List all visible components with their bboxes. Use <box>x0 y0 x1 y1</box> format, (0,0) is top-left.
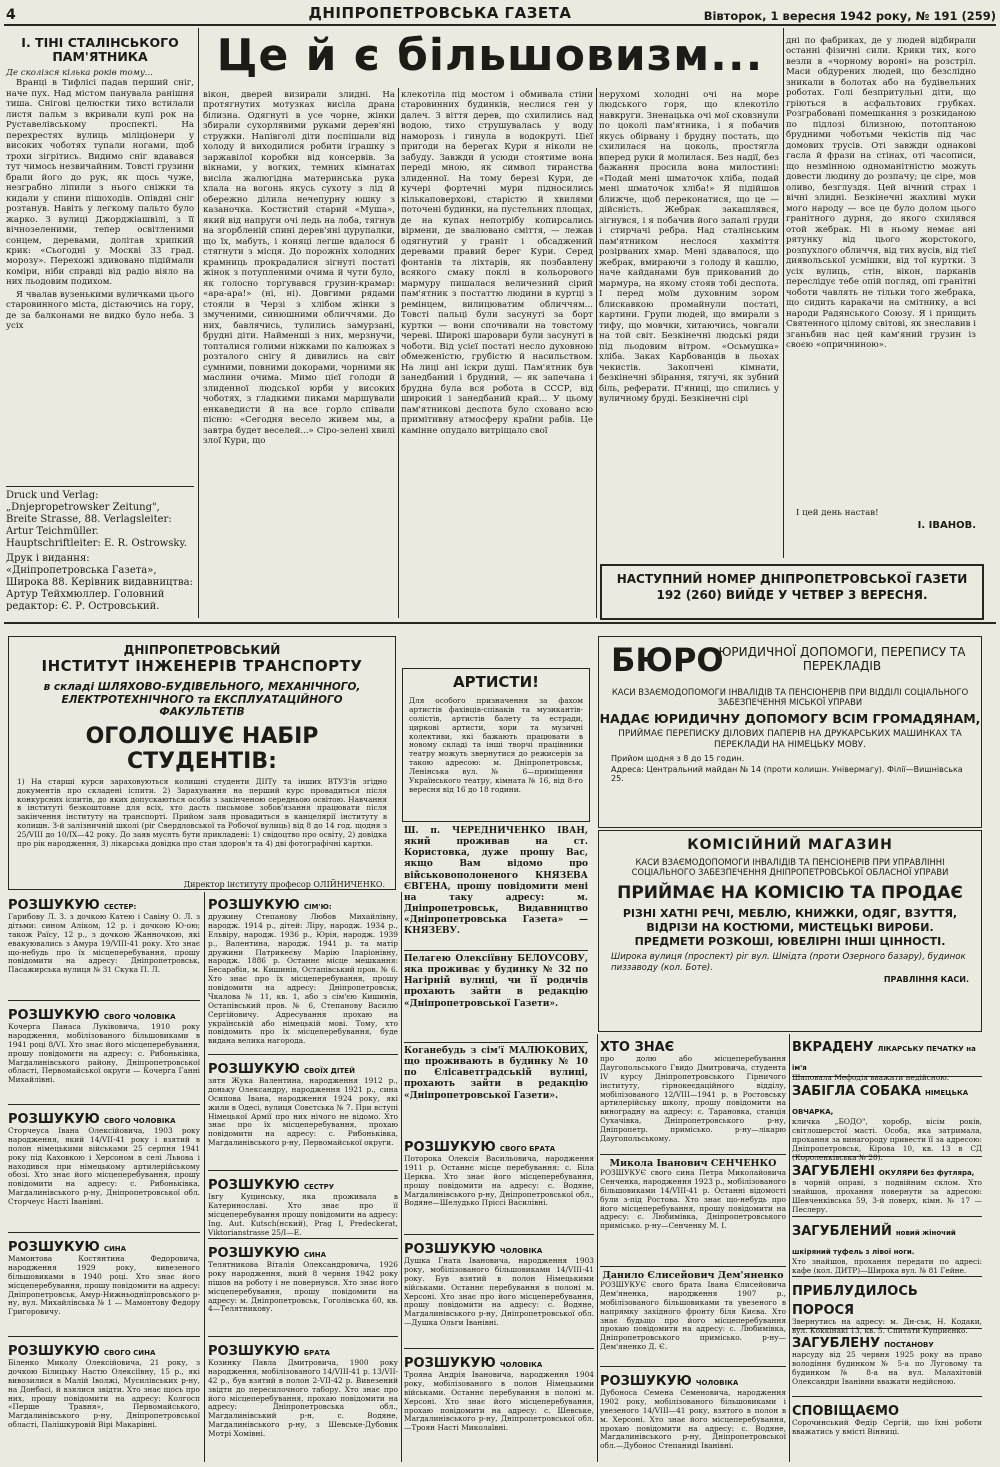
issue-date: Вівторок, 1 вересня 1942 року, № 191 (259) <box>703 9 996 23</box>
malyukov-ad: Коганебудь з сім'ї МАЛЮКОВИХ, що проживають в будинку № 10 по Єлісаветградській вулиці, прохають зайти в редакцію «Дніпропетровської Газети». <box>404 1046 588 1101</box>
bureau-subtitle: ЮРИДИЧНОЇ ДОПОМОГИ, ПЕРЕПИСУ ТА ПЕРЕКЛАДІВ <box>718 645 966 674</box>
imprint-german: Druck und Verlag: „Dnjepropetrowsker Zeitung", Breite Strasse, 88. Verlagsleiter: Artur Teichmüller. Hauptschriftleiter: E. R. Ostrowsky. <box>6 490 187 549</box>
search-ad: Данило Єлисейович Дем'яненко РОЗШУКУЄ свого брата Івана Єлисейовича Дем'яненка, народження 1907 р., мобілізованого більшовиками та увезеного в напрямку західного фронту біля Києва. Хто знає будьщо про його місцеперебування прохаю повідомити на адресу: с. Любимівка, Дніпропетровського примісько. р-ну—Дем'яненко Д. Є. <box>600 1270 786 1367</box>
lost-shoe-ad: ЗАГУБЛЕНИЙ новий жіночий шкіряний туфель з лівої ноги. Хто знайшов, прохання передати по адресі: кафе (кол. ДИТР)—Широка вул. № 81 Гейне. <box>792 1220 982 1277</box>
stray-piglet-ad: ПРИБЛУДИЛОСЬ ПОРОСЯ Звернутись на адресу: м. Дн-ськ, Н. Кодаки, вул. Коккінакі 13, кв. 5. Спитати Куприєнко. <box>792 1280 982 1329</box>
search-ad: РОЗШУКУЮ СВОГО ЧОЛОВІКА Сторчеуса Івана Олексійовича, 1903 року народження, який 14/VII-41 року і взятий в полон німецькими військами 25 серпня 1941 року під Каховкою і Херсоном в селі Львова і находився при німецькому артилерійському обозі. Хто знає його місцеперебування, прошу повідомити на адресу: с. Рибоньківка, Магдалинівського р-ну, Дніпропетровської обл. Сторчеус Насті Іванівні. <box>8 1108 200 1233</box>
search-ad: Микола Іванович СЕНЧЕНКО РОЗШУКУЄ свого сина Петра Миколайовича Сенченка, народження 1923 р., мобілізованого більшовиками 14/VIII-41 р. Останні відомості були з-під Ростова. Хто знає що-небудь про його місцеперебування, прошу повідомити на адресу: с. Любимівка, Дніпропетровського примісько. р-ну—Сенченку М. І. <box>600 1158 786 1267</box>
ad-rule <box>404 1042 588 1043</box>
column-rule <box>597 1034 598 1462</box>
section-rule <box>4 622 996 624</box>
article1-title: І. ТІНІ СТАЛІНСЬКОГО ПАМ'ЯТНИКА <box>21 35 179 65</box>
main-article-title: Це й є більшовизм... <box>216 30 764 81</box>
search-ad: РОЗШУКУЮ СЕСТЕР: Гарибову Л. З. з дочкою Катею і Савіну О. Л. з дітьми: сином Аліком, 12 р. і дочкою Ю-ою; також Раїсу, 12 р., з дочкою Жанночкою, які евакуювались з Амура 19/VIII-41 року. Хто знає що-небудь про їх місцеперебування, прошу повідомити на адресу: Дніпропетровськ, Пасажирська вулиця № 31 Скука П. Л. <box>8 894 200 1001</box>
main-article-col-2: клекотіла під мостом і обмивала стіни старовинних будинків, неслися ген у далеч. З віття дерев, що схилились над водою, тихо струшувалась у воду наморозь і гинула в водокруті. Цієї пригоди на берегах Кури я ніколи не забуду. Завжди й усюди стоятиме вона переді мною, як символ тиранства злиденної. На тому березі Кури, де кучері фортечні мури підносились кількаповерхові, старістю й хвилями поточені будинки, на пустельних площах, де на купах непотрібу копирсались вірмени, де звалювано сміття, — лежав одягнутий у граніт і обсаджений деревами правий берег Кури. Серед фонтанів та ліхтарів, як позбавлену всякого смаку поклі в кольорового мармуру пишалася величезний сірий пам'ятник з постаттю людини в куртці з ремінцем, вилицюватим обличчям... Товсті пальці були засунуті за борт куртки — вони спочивали на товстому череві. Широкі шаровари були засунуті в чоботи. Від усієї постаті несло духовною обмеженістю, грубістю й насильством. На лиці ані іскри душі. Пам'ятник був занедбаний і брудний, — як запечана і брудна була вся робота в СССР, від широкий і занедбаний край... У цьому пам'ятникові деспота було сховано всю примітивну атмосферу країни рабів. Це камінне опудало витріщало свої <box>401 90 593 436</box>
main-article-signature: І. ІВАНОВ. <box>917 520 976 532</box>
search-ad: РОЗШУКУЮ СВОЇХ ДІТЕЙ зятя Жука Валентина, народження 1912 р., доньку Олександру, народження 1921 р., сина Осипова Івана, народження 1924 року, які жили в Одесі, вулиця Совєтська № 7. При вступі Німецької Армії про них нічого не відомо. Хто знає про їх місцеперебування, прохаю повідомити на адресу: с. Рибоньківка, Магдалинівського р-ну, Первомайської округи. <box>208 1058 398 1171</box>
search-ad: РОЗШУКУЮ СИНА Телятникова Віталія Олександровича, 1926 року народження, який 8 червня 1942 року пішов на роботу і не повернувся. Хто знає його місцеперебування, прошу повідомити на адресу: м. Дніпропетровськ, Гоголівська 60, кв. 4—Телятникову. <box>208 1242 398 1337</box>
lost-stamp-ad: ВКРАДЕНУ ЛІКАРСЬКУ ПЕЧАТКУ на ім'я Шаповала Мефодія вважати недійсною. <box>792 1036 982 1077</box>
artists-ad: АРТИСТИ! Для особого призначення за фахом артистів фахівців-співаків та музикантів-солістів, артистів балету та естради, циркові артисти, хори та музичні колективи, які бажають працювати в новому складі та інші творчі працівники театру можуть звернутися до режисерів за такою адресою: м. Дніпропетровськ, Ленінська вул. № 6—приміщення Українського театру, кімната № 16, від 8-го вересня від 16 до 18 години. <box>402 668 590 822</box>
search-ad: РОЗШУКУЮ СВОГО СИНА Біленко Миколу Олексійовича, 21 року, з дочкою Білицьку Настю Олексіївну, 15 р., які вивозилися в Малій Іволжі, Мусилівських р-ну, на Донбасі, й взялися звідти. Хто знає щось про них, прошу повідомити на адресу: Колгосп «Перше Травня», Первомайського, Магдалинівського р-ну, Дніпропетровської області, Палішкуровій Вірі Макарівні. <box>8 1344 200 1430</box>
search-ad: РОЗШУКУЮ ЧОЛОВІКА Душка Гната Івановича, народження 1903 року, мобілізованого більшовиками 14/VIII-41 року. Був взятий в полон Німецькими військами. Останнє перебування в полоні м. Херсоні. Хто знає про його місцеперебування, прошу повідомити на адресу: с. Водяне, Магдалинівського р-ну, Дніпропетровської обл.—Душка Ольги Іванівні. <box>404 1238 594 1349</box>
notice-ad: СПОВІЩАЄМО Сорочинський Федір Сергій, що їхні роботи вважатись у вмісті Вінниці. <box>792 1404 982 1436</box>
column-rule <box>789 1034 790 1462</box>
column-rule <box>596 88 597 618</box>
search-ad: РОЗШУКУЮ БРАТА Козинку Павла Дмитровича, 1900 року народження, мобілізованого 14/VIII-41 р. 13/VII-42 р., був взятий в полон 2-VII-42 р. Вивезений звідти до пересилочного табору. Хто знає про його місцеперебування, прохаю повідомити на адресу: Дніпропетровська обл., Магдалинівський р-н, с. Водяне, Магдалинівського р-ну, з Шевське-Дубовик Мотрі Хомівні. <box>208 1344 398 1438</box>
search-ad: ХТО ЗНАЄ про долю або місцеперебування Даугопольського Гвидо Дмитровича, студента IV курсу Дніпропетровського Гірничого інституту, гірнокеєдаційного відділу, мобілізованого 12/VIII—1941 р. в Ростовську артилерійську школу, прошу повідомити на виноградну на адресу: с. Тарановка, станція Сухачівка, Дніпропетровського р-ну, Дніпропетр. примісько. р-ну—лікарю Даугопольському. <box>600 1036 786 1155</box>
article1-paragraph-1: Вранці в Тифлісі падав перший сніг, наче пух. Над містом панувала ранішня тиша. Снігові целюстки тихо встилали листя пальм з вкривали купі рок на Руставелівському проспекті. На перехрестях вулиць міліціонери у високих чоботях тупали ногами, щоб трохи зігрітись. Видимо сніг вдавався тут чимось незвичайним. Товсті грузини брали його до рук, як щось чуже, незграбно ліпили з нього сніжки та кидали у спини пішоходів. Опівдні сніг розтанув. Навіть у легкому пальто було жарко. З вулиці Джорджіашвілі, з її вічнозеленими, тепер освітленими сонцем, деревами, долітав хрипкий крик: «Сьогодні у Москві 33 град. морозу». Перехожі здивовано підіймали коміри, ніби справді від радіо віяло на них льодовим подихом. <box>6 78 194 288</box>
search-ads-col-1 <box>8 894 200 1462</box>
search-ads-col-4 <box>600 1036 786 1462</box>
search-ad: РОЗШУКУЮ ЧОЛОВІКА Дубоноса Семена Семеновича, народження 1902 року, мобілізованого більшовиками і увезеного 14/VIII—41 року, взятого в полон в м. Херсоні. Хто знає його місцеперебування, прохаю повідомити на адресу: с. Водяне, Магдалинівського р-ну, Дніпропетровської обл.—Дубонос Степаниді Іванівні. <box>600 1374 786 1451</box>
search-ad: РОЗШУКУЮ СІМ'Ю: дружину Степанову Любов Михайлівну, народж. 1914 р., дітей: Ліру, народж. 1934 р., Ельвіру, народж. 1936 р., Юрія, народж. 1939 р., Валентина, народж. 1941 р. та матір дружини Патрикеєву Марію Іларіонівну, народж. 1886 р. Останнє місце мешкання: Бесарабія, м. Кишинів, Остапівський пров. № 6. Хто знає про їх місцеперебування, прошу повідомити на адресу: Дніпропетровськ, Чкалова № 11, кв. 1, або з сім'єю Кишинів, Остапівський пров. № 6, Степанову Василю Сергійовичу. Адресування прохаю на українській або німецькій мові. Тому, хто повідомить про їх місцеперебування, буде видана велика нагорода. <box>208 894 398 1055</box>
article1-epigraph: Де сколізся кілька років тому... <box>6 67 154 78</box>
commission-shop-ad: КОМІСІЙНИЙ МАГАЗИН КАСИ ВЗАЄМОДОПОМОГИ ІНВАЛІДІВ ТА ПЕНСІОНЕРІВ ПРИ УПРАВЛІННІ СОЦІАЛЬНОГО ЗАБЕЗПЕЧЕННЯ ДНІПРОПЕТРОВСЬКОЇ ОБЛАСНОЇ УПРАВИ ПРИЙМАЄ НА КОМІСІЮ ТА ПРОДАЄ РІЗНІ ХАТНІ РЕЧІ, МЕБЛЮ, КНИЖКИ, ОДЯГ, ВЗУТТЯ, ВІДРІЗИ НА КОСТЮМИ, МИСТЕЦЬКІ ВИРОБИ. ПРЕДМЕТИ РОЗКОШІ, ЮВЕЛІРНІ ІНШІ ЦІННОСТІ. Широка вулиця (проспект) ріг вул. Шмідта (проти Озерного базару), будинок пиззаводу (кол. Боте). ПРАВЛІННЯ КАСИ. <box>598 830 982 1032</box>
search-ad: РОЗШУКУЮ СЕСТРУ Івгу Куцинську, яка проживала в Катеринославі. Хто знає про її місцеперебування прошу повідомити на адресу: Ing. Aut. Kutsch(нский), Prag I, Predeckerat, Viktorianstrasse 25/I—E. <box>208 1174 398 1239</box>
search-ad: РОЗШУКУЮ ЧОЛОВІКА Трояна Андрія Івановича, народження 1904 року, мобілізованого в полон Німецькими військами. Останнє перебування в полоні м. Херсоні. Хто знає його місцеперебування, прохаю повідомити на адресу: с. Шевське, Магдалинівського р-ну, Дніпропетровської обл.—Троян Насті Миколаївні. <box>404 1356 594 1433</box>
column-rule <box>204 892 205 1462</box>
next-issue-notice: НАСТУПНИЙ НОМЕР ДНІПРОПЕТРОВСЬКОЇ ГАЗЕТИ 192 (260) ВИЙДЕ У ЧЕТВЕР 3 ВЕРЕСНЯ. <box>600 564 984 620</box>
column-rule <box>198 28 199 618</box>
main-article-col-3: нерухомі холодні очі на море людського горя, що клекотіло навкруги. Зненацька очі мої сковзнули по цоколі пам'ятника, і я побачив якусь обірвану і брудну постать, що схилилася на цоколь, простягла вперед руки й молилася. Без надії, без бажання просила вона милостині: «Подай мені шматочок хліба, подай мені шматочок хліба!» Я підійшов ближче, щоб переконатися, що це — дійсність. Жебрак закашлявся, зігнувся, і я побачив його запалі груди і стирчачі ребра. Над сталінським пам'ятником неслося хахміття розірваних хмар. Мені здавалося, що жебрак, вмираючи з голоду й кашлю, наче кайданами був прикований до мармура, на якому стояв тобі деспота. І перед моїм духовним зором блискавкою промайнули постаті, картини. Групи людей, що вмирали з тифу, що мовчки, хитаючись, човгали на той світ. Безкінечні людські ряди під льодовим вітром. «Осьмушка» хліба. Заках Карбованців в льохах чекистів. Закопчені кімнати, безкінечні збірання, тягучі, як зубний біль, реферати. П'яниці, що спились у вуличному бруді. Безкінечні сірі <box>599 90 779 405</box>
imprint <box>6 486 194 617</box>
page-number: 4 <box>6 7 16 23</box>
lost-decree-ad: ЗАГУБЛЕНУ ПОСТАНОВУ нарсуду від 25 червня 1925 року на право володіння будинком № 5-а по Луговому та будинком № 8-а на вул. Малахітовій Олександри Іванівни вважати недійсною. <box>792 1332 982 1397</box>
bureau-title: БЮРО <box>611 641 724 679</box>
masthead-rule <box>4 24 996 26</box>
search-ad: РОЗШУКУЮ СВОГО ЧОЛОВІКА Кочерга Панаса Луківовича, 1910 року народження, мобілізованого більшовиками в 1941 році 8/VI. Хто знає його місцеперебування, прошу повідомити на адресу: с. Рибоньківка, Магдалинівського району, Дніпропетровської області, Первомайської округи — Кочерга Ганні Михайлівні. <box>8 1004 200 1105</box>
lost-glasses-ad: ЗАГУБЛЕНІ ОКУЛЯРИ без футляра, в чорній оправі, з подвійним склом. Хто знайшов, прохання повернути за адресою: Шевченківська 59, 3-й поверх, кімн. № 17 — Песлеру. <box>792 1160 982 1217</box>
ad-rule <box>404 950 588 951</box>
search-ad: РОЗШУКУЮ СВОГО БРАТА Поторока Олексія Васильовича, народження 1911 р. Останнє місце перебування: с. Біла Церква. Хто знає його місцеперебування, прошу повідомити на адресу: с. Водяне, Магдалинівського р-ну, Дніпропетровської обл., Водяне—Шелудько Пріссі Василівні. <box>404 1136 594 1235</box>
small-ads-col-5 <box>792 1036 982 1462</box>
cherednichenko-ad: Ш. п. ЧЕРЕДНИЧЕНКО ІВАН, який проживав на ст. Користовка, дуже прошу Вас, якщо Вам відомо про військовополоненого КНЯЗЕВА ЄВГЕНА, прошу повідомити мені на таку адресу: м. Дніпропетровськ, Видавництво «Дніпропетровська Газета» — КНЯЗЕВУ. <box>404 826 588 937</box>
main-article-col-4: дні по фабриках, де у людей відбирали останні фізичні сили. Крики тих, кого везли в «чорному вороні» на розстріл. Маси обдурених людей, що безслідно зникали в болотах або на будівельних роботах. Голі безпритульні діти, що гріються в асфальтових грубках. Розграбовані помешкання з розкиданою по підлозі білизною, потоптаною брудними чоботьми чекістів під час домових трусів. Оті завжди однакові гасла й фрази на стінах, оті часописи, що незмінною одноманітністю можуть довести людину до розпачу; це сіре, мов оливо, безглуздя. Цей вічний страх і вічні злидні. Безкінечні жахливі муки мого народу — все це було долом цього гранітного дурня, до якого схилявся отой жебрак. Ні в ньому немає ані рятунку від цього жорстокого, розпухлого обличчя, від тих вусів, від тієї диявольської усмішки, від тої куртки. З усіх вулиць, стін, вікон, парканів переслідує тебе опій погляд, опі гранітні чоботи чавлять не тільки того жебрака, що сидить каракачи на смітнику, а всі народи Радянського Союзу. Я і прищить Святенного цілому світові, як знеславив і зганьбив нас цей кам'яний грузин із своєю «опричниною». І цей день настав! І. ІВАНОВ. <box>786 36 976 532</box>
column-rule <box>398 88 399 618</box>
article-stalin-monument-shadows <box>6 36 194 482</box>
main-article-col-1: вікон, дверей визирали злидні. На протягнутих мотузках висіла драна білизна. Одягнуті в усе чорне, жінки збирали сухорлявими руками дерев'яні стружки. Напівголі діти поспішали від холоду й виходилися робити іграшку з заржавілої коробки від консервів. За вікнами, у вогких, темних кімнатах висіла жалюгідна материнська рука хлала на вогонь якусь сухоту з лід й обережно ділила нечепурну юшку з казаночка. Костистий старий «Мушa», який від напруги очі ледь на лоба, тягнув на згорбленій спині дерев'яні цурупалки, що їх, мабуть, і коняці легше вдалося б стягнути з місця. До порожніх холодних крамниць прокрадалися зігнуті постаті жінок з потупленими очима й чути було, як голосно торгувався грузин-крамар: «ара-ара!» (ні, ні). Довгими рядами стояли в Черзі з хлібом жінки з змученими, синюшними обличчями. До них, бавлячись, тулились замурзані, брудні діти. Найменші з них, мерзнучи, топталися голими ніжками по калюжах з розталого снігу й дивились на світ сумними, повними докорами, чорними як маслини очима. Мимо цієї голоди й злиденної людської юрби у високих чоботях, з гладкими пиками маршували енкаведисти й на все горло співали пісню: «Сегодня весело живем мы, а завтра будет веселей...» Сіро-зелені хвилі злої Кури, що <box>203 90 395 446</box>
search-ads-col-3 <box>404 1136 594 1462</box>
main-article-closing: І цей день настав! <box>796 508 879 518</box>
search-ads-col-2 <box>208 894 398 1462</box>
belousova-ad: Пелагею Олексіївну БЕЛОУСОВУ, яка проживає у будинку № 32 по Нагірній вулиці, чи її родичів прохають зайти в редакцію «Дніпропетровської Газети». <box>404 954 588 1009</box>
search-ad: РОЗШУКУЮ СИНА Мамонтова Костянтина Федоровича, народження 1929 року, вивезеного більшовиками в 1940 році. Хто знає його місцеперебування, прошу повідомити на адресу: Дніпропетровськ, Амур-Нижньодніпровського р-ну, вул. Михайлівська № 1 — Мамонтову Федору Григоровичу. <box>8 1236 200 1337</box>
paper-name: ДНІПРОПЕТРОВСЬКА ГАЗЕТА <box>308 4 572 22</box>
column-rule <box>401 892 402 1462</box>
imprint-ukrainian: Друк і видання: «Дніпропетровська Газета», Широка 88. Керівник видавництва: Артур Тейхмюллер. Головний редактор: Є. Р. Островський. <box>6 553 193 612</box>
bureau-ad: БЮРО ЮРИДИЧНОЇ ДОПОМОГИ, ПЕРЕПИСУ ТА ПЕРЕКЛАДІВ КАСИ ВЗАЄМОДОПОМОГИ ІНВАЛІДІВ ТА ПЕНСІОНЕРІВ ПРИ ВІДДІЛІ СОЦІАЛЬНОГО ЗАБЕЗПЕЧЕННЯ МІСЬКОЇ УПРАВИ НАДАЄ ЮРИДИЧНУ ДОПОМОГУ ВСІМ ГРОМАДЯНАМ, ПРИЙМАЄ ПЕРЕПИСКУ ДІЛОВИХ ПАПЕРІВ НА ДРУКАРСЬКИХ МАШИНКАХ ТА ПЕРЕКЛАДИ НА НІМЕЦЬКУ МОВУ. Прийом щодня з 8 до 15 годин. Адреса: Центральний майдан № 14 (проти колишн. Універмагу). Філії—Вишнівська 25. <box>598 636 982 828</box>
column-rule <box>783 28 784 558</box>
institute-ad: ДНІПРОПЕТРОВСЬКИЙ ІНСТИТУТ ІНЖЕНЕРІВ ТРАНСПОРТУ в складі ШЛЯХОВО-БУДІВЕЛЬНОГО, МЕХАНІЧНОГО, ЕЛЕКТРОТЕХНІЧНОГО та ЕКСПЛУАТАЦІЙНОГО ФАКУЛЬТЕТІВ ОГОЛОШУЄ НАБІР СТУДЕНТІВ: 1) На старші курси зараховуються колишні студенти ДІІТу та інших ВТУЗ'ів згідно документів про складені іспити. 2) Зарахування на перший курс провадиться після конкурсних іспитів, до яких допускаються особи з закінченою середньою освітою. Навчання в інституті безкоштовне для всіх, хто дасть письмове зобов'язання працювати після закінчення інституту на транспорті. Прийом заяв провадиться в канцелярії інституту в колишн. З-й залізничній школі (ріг Свердловської та Робочої вулиць) від 8 до 14 год. щодня з 25/VIII до 10/IX—42 року. До заяв мусять бути прикладені: 1) свідоцтво про освіту, 2) довідка про рік народження, 3) лікарська довідка про стан здоров'я та 4) дві фотографічні картки. Директор інституту професор ОЛІЙНИЧЕНКО. <box>8 636 396 890</box>
lost-dog-ad: ЗАБІГЛА СОБАКА НІМЕЦЬКА ОВЧАРКА, кличка „БОДО", хоробр, вісім років, світлошерстої масті. Особа, яка затримала, прохання за винагороду привести її за адресою: Дніпропетровськ, Кірова 10, кв. 13 в СД (Короленківська № 20). <box>792 1080 982 1157</box>
article1-paragraph-2: Я чвалав вузенькими вуличками цього старовинного міста, дістаючись на гору, де за балконами не видко було неба. З усіх <box>6 289 194 332</box>
